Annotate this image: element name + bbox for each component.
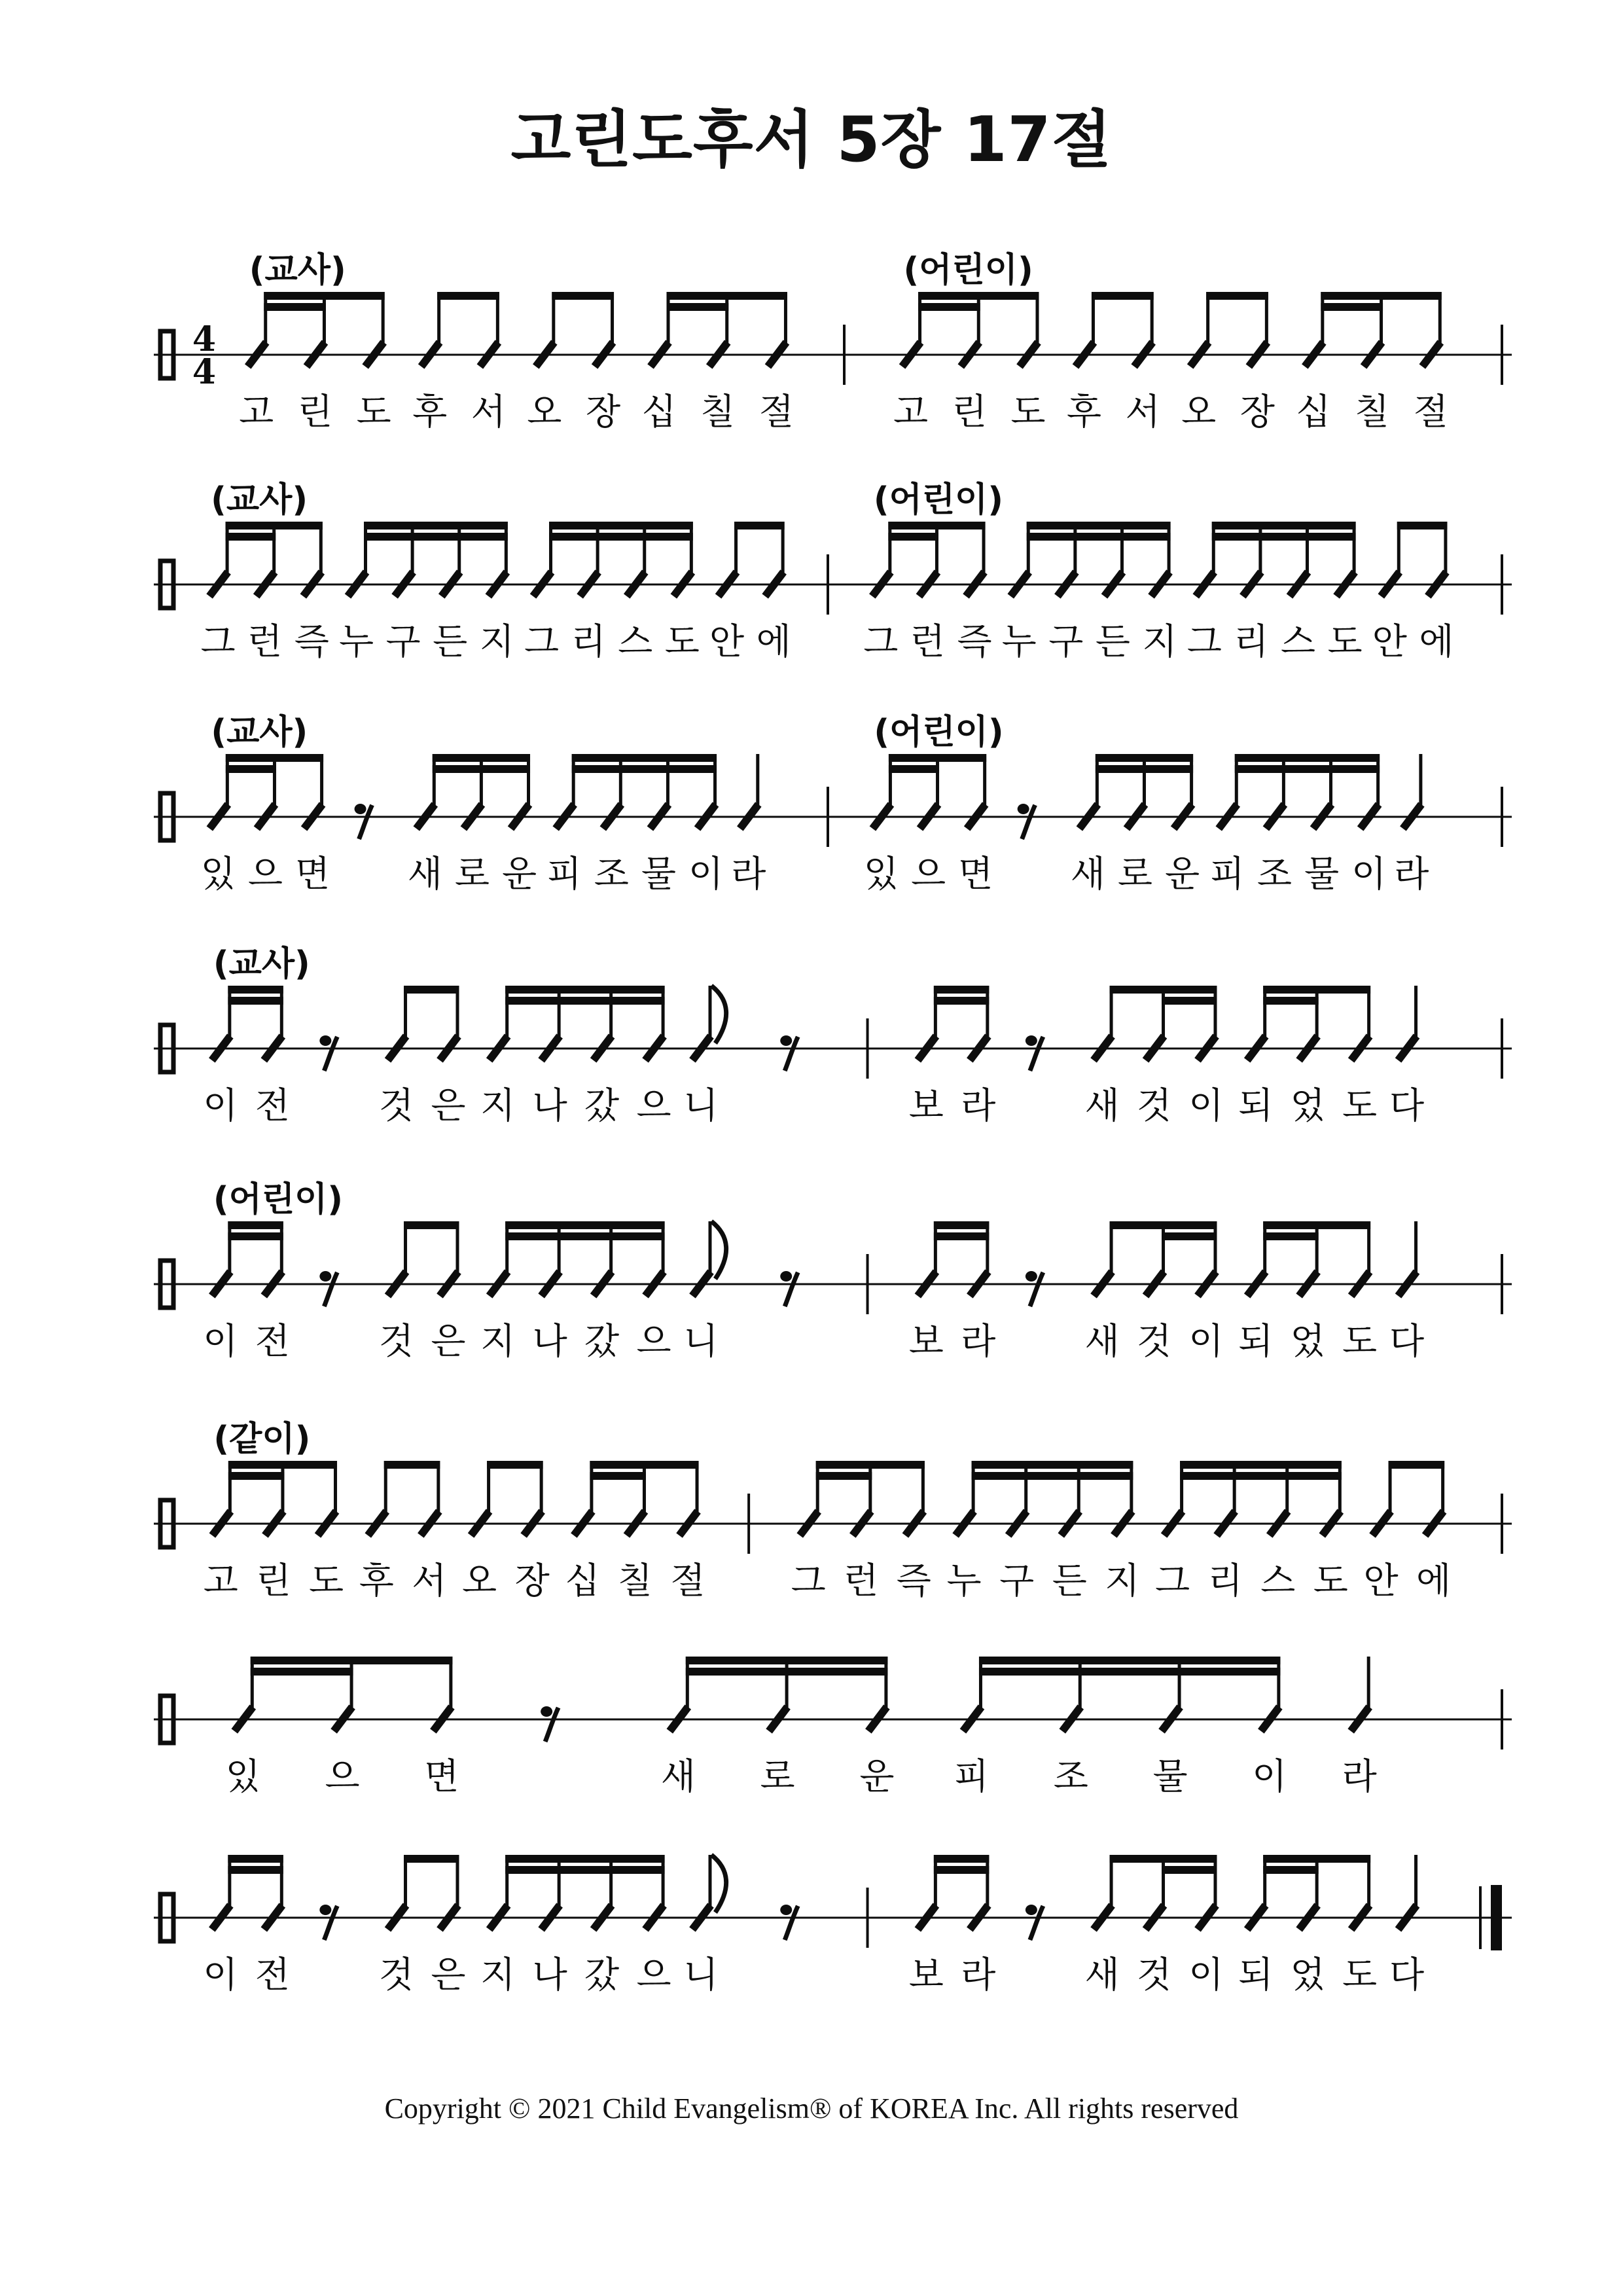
beam [552,292,614,300]
beam [1321,303,1383,311]
beam [364,522,508,529]
beam [816,1461,925,1469]
beam [1212,522,1356,529]
lyric-syllable: 조 [1257,853,1292,895]
beam [364,533,508,541]
beam [1235,754,1380,762]
beam [1162,997,1217,1005]
lyric-syllable: 니 [683,1954,719,1996]
lyric-syllable: 었 [1290,1085,1325,1126]
beam [816,1472,872,1480]
lyric-syllable: 보 [908,1320,944,1362]
lyric-syllable: 나 [532,1320,567,1362]
beam [979,1657,1280,1664]
lyric-syllable: 지 [480,1320,516,1362]
beam [505,986,664,994]
lyric-syllable: 고 [239,391,274,433]
lyric-syllable: 서 [412,1560,447,1602]
lyric-syllable: 면 [295,853,330,895]
eighth-rest-icon [1026,1905,1037,1915]
lyric-syllable: 스 [1260,1560,1296,1602]
lyric-syllable: 으 [636,1320,671,1362]
lyric-syllable: 에 [1416,1560,1452,1602]
beam [1263,1221,1370,1229]
lyric-syllable: 라 [731,853,766,895]
lyric-syllable: 으 [247,853,283,895]
lyric-syllable: 있 [225,1755,260,1797]
eighth-rest-icon [780,1035,792,1046]
lyric-syllable: 후 [359,1560,394,1602]
lyric-syllable: 것 [378,1954,414,1996]
eighth-flag [711,1855,726,1912]
beam [667,303,729,311]
voice-label: (교사) [213,944,310,984]
beam [1235,765,1380,773]
beam [505,1221,664,1229]
beam [404,1855,459,1863]
lyric-syllable: 었 [1290,1320,1325,1362]
voice-label: (교사) [211,713,308,752]
copyright-text: Copyright © 2021 Child Evangelism® of KOREA Inc. All rights reserved [384,2092,1239,2125]
beam [590,1461,698,1469]
lyric-syllable: 도 [1313,1560,1348,1602]
lyric-syllable: 즉 [957,620,992,662]
lyric-syllable: 장 [585,391,621,433]
lyric-syllable: 리 [1234,620,1269,662]
lyric-syllable: 지 [480,1085,516,1126]
lyric-syllable: 것 [1136,1085,1172,1126]
beam [1110,1855,1217,1863]
lyric-syllable: 전 [255,1954,290,1996]
lyric-syllable: 에 [1419,620,1454,662]
lyric-syllable: 린 [952,391,987,433]
lyric-syllable: 라 [1394,853,1429,895]
voice-label: (어린이) [213,1180,344,1219]
lyric-syllable: 피 [1209,853,1245,895]
eighth-rest-icon [780,1905,792,1915]
lyric-syllable: 즉 [294,620,329,662]
lyric-syllable: 운 [859,1755,895,1797]
lyric-syllable: 그 [791,1560,826,1602]
lyric-syllable: 다 [1389,1954,1425,1996]
lyric-syllable: 있 [863,853,899,895]
beam [972,1472,1133,1480]
lyric-syllable: 운 [501,853,537,895]
beam [686,1657,888,1664]
lyric-syllable: 든 [1095,620,1131,662]
beam [433,765,530,773]
lyric-syllable: 리 [1207,1560,1243,1602]
lyric-syllable: 십 [565,1560,600,1602]
beam [1027,533,1171,541]
lyric-syllable: 구 [385,620,421,662]
lyric-syllable: 스 [618,620,653,662]
lyric-syllable: 서 [471,391,506,433]
lyric-syllable: 이 [1188,1954,1224,1996]
lyric-syllable: 것 [378,1085,414,1126]
beam [1180,1472,1342,1480]
lyric-syllable: 고 [893,391,929,433]
lyric-syllable: 린 [297,391,333,433]
note-stem [756,754,759,806]
lyric-syllable: 십 [1296,391,1331,433]
beam [1162,1232,1217,1240]
eighth-rest-icon [541,1706,552,1717]
lyric-syllable: 피 [546,853,582,895]
beam [487,1461,543,1469]
beam [934,997,989,1005]
beam [918,303,980,311]
lyric-syllable: 린 [256,1560,291,1602]
lyric-syllable: 이 [688,853,724,895]
eighth-rest-icon [1026,1035,1037,1046]
lyric-syllable: 도 [1342,1320,1378,1362]
beam [549,533,693,541]
page-title: 고린도후서 5장 17절 [510,104,1113,176]
lyric-syllable: 것 [1136,1954,1172,1996]
lyric-syllable: 즉 [896,1560,931,1602]
lyric-syllable: 이 [1252,1755,1287,1797]
beam [505,1855,664,1863]
lyric-syllable: 되 [1238,1085,1274,1126]
beam [384,1461,440,1469]
beam [1096,765,1193,773]
beam [549,522,693,529]
lyric-syllable: 그 [863,620,899,662]
lyric-syllable: 로 [1117,853,1153,895]
eighth-rest-icon [319,1271,331,1282]
lyric-syllable: 전 [255,1320,290,1362]
note-stem [1367,1657,1370,1709]
lyric-syllable: 물 [1304,853,1340,895]
voice-label: (같이) [213,1420,311,1459]
lyric-syllable: 런 [910,620,946,662]
lyric-syllable: 안 [709,620,745,662]
eighth-rest-icon [355,804,366,814]
beam [228,1866,283,1874]
lyric-syllable: 으 [636,1085,671,1126]
lyric-syllable: 운 [1165,853,1200,895]
beam [1321,292,1441,300]
beam [979,1668,1280,1676]
beam [228,1232,283,1240]
beam [1212,533,1356,541]
beam [934,1232,989,1240]
lyric-syllable: 로 [454,853,490,895]
lyric-syllable: 라 [961,1320,996,1362]
beam [889,754,986,762]
lyric-syllable: 갔 [584,1320,620,1362]
lyric-syllable: 으 [325,1755,360,1797]
beam [404,986,459,994]
beam [1092,292,1154,300]
lyric-syllable: 스 [1280,620,1316,662]
lyric-syllable: 이 [203,1085,238,1126]
lyric-syllable: 이 [1188,1085,1224,1126]
lyric-syllable: 으 [636,1954,671,1996]
time-signature-denominator: 4 [192,352,217,392]
eighth-rest-icon [319,1035,331,1046]
lyric-syllable: 고 [203,1560,238,1602]
beam [572,765,717,773]
lyric-syllable: 누 [946,1560,982,1602]
lyric-syllable: 새 [1070,853,1105,895]
beam [590,1472,646,1480]
lyric-syllable: 도 [356,391,391,433]
beam [226,533,276,541]
lyric-syllable: 이 [203,1954,238,1996]
beam [734,522,785,529]
lyric-syllable: 것 [378,1320,414,1362]
eighth-rest-icon [1026,1271,1037,1282]
beam [918,292,1039,300]
note-stem [1414,1855,1418,1907]
beam [505,997,664,1005]
beam [1389,1461,1445,1469]
lyric-syllable: 조 [1053,1755,1088,1797]
beam [1110,986,1217,994]
note-stem [709,1221,712,1274]
lyric-syllable: 전 [255,1085,290,1126]
lyric-syllable: 에 [756,620,791,662]
lyric-syllable: 그 [1155,1560,1190,1602]
beam [228,1855,283,1863]
lyric-syllable: 니 [683,1320,719,1362]
lyric-syllable: 그 [524,620,560,662]
beam [888,522,985,529]
eighth-flag [711,986,726,1043]
beam [934,1221,989,1229]
beam [228,1461,337,1469]
beam [1180,1461,1342,1469]
beam [251,1657,453,1664]
beam [226,754,323,762]
beam [404,1221,459,1229]
beam [1027,522,1171,529]
beam [972,1461,1133,1469]
lyric-syllable: 그 [200,620,236,662]
note-stem [1414,986,1418,1038]
lyric-syllable: 그 [1186,620,1222,662]
note-stem [709,1855,712,1907]
lyric-syllable: 갔 [584,1954,620,1996]
lyric-syllable: 후 [412,391,448,433]
eighth-rest-icon [319,1905,331,1915]
lyric-syllable: 라 [1342,1755,1377,1797]
beam [505,1232,664,1240]
lyric-syllable: 은 [431,1085,466,1126]
lyric-syllable: 리 [571,620,606,662]
eighth-rest-icon [1018,804,1029,814]
beam [226,522,323,529]
lyric-syllable: 로 [760,1755,795,1797]
lyric-syllable: 든 [433,620,468,662]
beam [1263,997,1318,1005]
voice-label: (어린이) [873,480,1004,520]
lyric-syllable: 나 [532,1954,567,1996]
lyric-syllable: 것 [1136,1320,1172,1362]
beam [228,1221,283,1229]
lyric-syllable: 구 [1048,620,1084,662]
lyric-syllable: 새 [407,853,442,895]
lyric-syllable: 이 [1188,1320,1224,1362]
lyric-syllable: 런 [844,1560,879,1602]
beam [1263,986,1370,994]
lyric-syllable: 새 [1084,1320,1120,1362]
lyric-syllable: 십 [641,391,677,433]
lyric-syllable: 피 [954,1755,990,1797]
lyric-syllable: 구 [999,1560,1035,1602]
lyric-syllable: 새 [660,1755,696,1797]
beam [934,1855,989,1863]
beam [437,292,499,300]
beam [264,303,326,311]
lyric-syllable: 칠 [1354,391,1390,433]
lyric-syllable: 지 [1142,620,1177,662]
lyric-syllable: 다 [1389,1320,1425,1362]
lyric-syllable: 도 [1342,1085,1378,1126]
lyric-syllable: 칠 [617,1560,653,1602]
lyric-syllable: 도 [1342,1954,1378,1996]
voice-label: (교사) [249,251,346,290]
beam [264,292,384,300]
eighth-rest-icon [780,1271,792,1282]
lyric-syllable: 물 [641,853,677,895]
beam [1206,292,1268,300]
beam [1263,1232,1318,1240]
beam [228,986,283,994]
lyric-syllable: 절 [670,1560,705,1602]
beam [1162,1866,1217,1874]
beam [889,765,939,773]
lyric-syllable: 절 [758,391,794,433]
beam [888,533,938,541]
lyric-syllable: 니 [683,1085,719,1126]
voice-label: (교사) [211,480,308,520]
lyric-syllable: 은 [431,1320,466,1362]
lyric-syllable: 누 [1001,620,1037,662]
lyric-syllable: 오 [462,1560,497,1602]
beam [1110,1221,1217,1229]
lyric-syllable: 안 [1363,1560,1399,1602]
lyric-syllable: 서 [1125,391,1160,433]
lyric-syllable: 되 [1238,1320,1274,1362]
lyric-syllable: 라 [961,1954,996,1996]
lyric-syllable: 보 [908,1954,944,1996]
note-stem [1414,1221,1418,1274]
lyric-syllable: 은 [431,1954,466,1996]
beam [934,1866,989,1874]
lyric-syllable: 오 [527,391,562,433]
beam [505,1866,664,1874]
lyric-syllable: 보 [908,1085,944,1126]
beam [1096,754,1193,762]
voice-label: (어린이) [903,251,1033,290]
lyric-syllable: 이 [203,1320,238,1362]
lyric-syllable: 새 [1084,1085,1120,1126]
beam [226,765,276,773]
beam [228,1472,285,1480]
beam [1263,1855,1370,1863]
voice-label: (어린이) [874,713,1004,752]
beam [251,1668,353,1676]
lyric-syllable: 오 [1181,391,1217,433]
beam [934,986,989,994]
lyric-syllable: 장 [1240,391,1275,433]
lyric-syllable: 도 [1327,620,1363,662]
note-stem [709,986,712,1038]
lyric-syllable: 있 [200,853,236,895]
lyric-syllable: 장 [514,1560,550,1602]
lyric-syllable: 안 [1372,620,1407,662]
lyric-syllable: 면 [958,853,993,895]
lyric-syllable: 갔 [584,1085,620,1126]
lyric-syllable: 누 [338,620,374,662]
lyric-syllable: 도 [664,620,700,662]
beam [1263,1866,1318,1874]
lyric-syllable: 절 [1413,391,1448,433]
lyric-syllable: 지 [1105,1560,1140,1602]
beam [572,754,717,762]
beam [686,1668,888,1676]
lyric-syllable: 지 [479,620,514,662]
lyric-syllable: 런 [247,620,283,662]
lyric-syllable: 든 [1052,1560,1087,1602]
lyric-syllable: 라 [961,1085,996,1126]
lyric-syllable: 면 [424,1755,459,1797]
beam [433,754,530,762]
lyric-syllable: 나 [532,1085,567,1126]
lyric-syllable: 되 [1238,1954,1274,1996]
lyric-syllable: 다 [1389,1085,1425,1126]
lyric-syllable: 지 [480,1954,516,1996]
lyric-syllable: 칠 [700,391,736,433]
beam [228,997,283,1005]
lyric-syllable: 물 [1152,1755,1188,1797]
eighth-flag [711,1221,726,1279]
beam [1397,522,1448,529]
lyric-syllable: 도 [308,1560,344,1602]
lyric-syllable: 후 [1066,391,1102,433]
final-barline-thick [1491,1885,1502,1950]
lyric-syllable: 도 [1010,391,1046,433]
lyric-syllable: 이 [1351,853,1387,895]
note-stem [1419,754,1422,806]
lyric-syllable: 으 [910,853,946,895]
lyric-syllable: 새 [1084,1954,1120,1996]
beam [667,292,787,300]
lyric-syllable: 었 [1290,1954,1325,1996]
time-signature-numerator: 4 [192,319,217,359]
lyric-syllable: 조 [594,853,629,895]
